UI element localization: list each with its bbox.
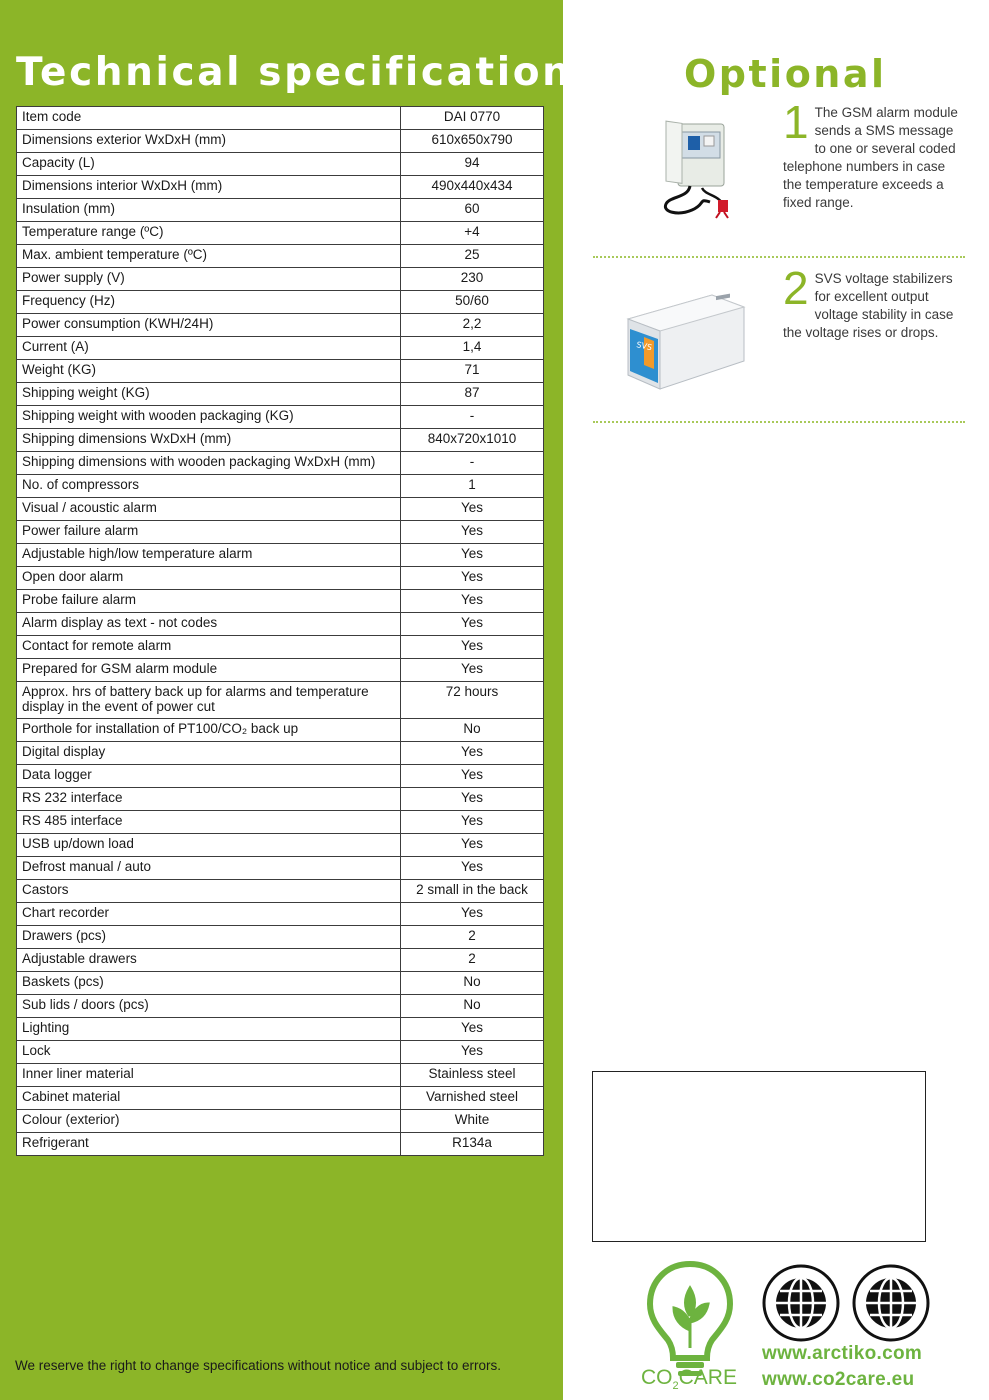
spec-value: Yes [401,544,544,567]
spec-row [17,834,544,857]
spec-row [17,949,544,972]
spec-label: Power failure alarm [17,521,401,544]
spec-value: Yes [401,742,544,765]
spec-value: DAI 0770 [401,107,544,130]
disclaimer: We reserve the right to change specifications without notice and subject to errors. [15,1358,502,1373]
spec-value: +4 [401,222,544,245]
spec-value: White [401,1110,544,1133]
spec-value: Yes [401,590,544,613]
spec-row [17,682,544,719]
spec-row [17,903,544,926]
spec-row [17,337,544,360]
spec-row [17,613,544,636]
spec-label: Cabinet material [17,1087,401,1110]
spec-value: - [401,452,544,475]
spec-value: Yes [401,659,544,682]
spec-row [17,130,544,153]
spec-label: Drawers (pcs) [17,926,401,949]
spec-label: Castors [17,880,401,903]
certification-seal-icon [762,1264,840,1342]
spec-row [17,544,544,567]
spec-value: No [401,719,544,742]
spec-value: Yes [401,567,544,590]
spec-label: Shipping dimensions WxDxH (mm) [17,429,401,452]
optional-item-svs [783,262,963,342]
spec-label: Refrigerant [17,1133,401,1156]
spec-label: Shipping weight with wooden packaging (KG) [17,406,401,429]
spec-value: 50/60 [401,291,544,314]
svg-text:SVS: SVS [635,340,653,353]
spec-row [17,176,544,199]
spec-label: Digital display [17,742,401,765]
spec-value: Yes [401,636,544,659]
optional-text-1: The GSM alarm module sends a SMS message to one or several coded telephone numbers in case the temperature exceeds a fixed range. [783,105,958,210]
spec-row [17,926,544,949]
spec-label: Sub lids / doors (pcs) [17,995,401,1018]
gsm-module-image [658,118,746,220]
optional-item-gsm [783,96,963,212]
spec-row [17,636,544,659]
spec-row [17,429,544,452]
spec-row [17,995,544,1018]
spec-label: Adjustable high/low temperature alarm [17,544,401,567]
spec-value: - [401,406,544,429]
spec-label: USB up/down load [17,834,401,857]
spec-label: Dimensions interior WxDxH (mm) [17,176,401,199]
page-title: Technical specifications [16,50,599,95]
spec-row [17,880,544,903]
spec-value: Yes [401,1041,544,1064]
spec-value: 490x440x434 [401,176,544,199]
optional-title: Optional [684,52,887,96]
spec-label: Max. ambient temperature (ºC) [17,245,401,268]
spec-row [17,590,544,613]
spec-row [17,1018,544,1041]
spec-value: Yes [401,857,544,880]
spec-row [17,107,544,130]
spec-label: Lock [17,1041,401,1064]
divider [593,256,965,258]
spec-label: Capacity (L) [17,153,401,176]
spec-value: 25 [401,245,544,268]
spec-label: Shipping weight (KG) [17,383,401,406]
spec-row [17,972,544,995]
spec-value: 94 [401,153,544,176]
svs-stabilizer-image [620,285,750,395]
spec-row [17,567,544,590]
spec-row [17,153,544,176]
spec-value: Yes [401,613,544,636]
co2care-wordmark: $CO_2CARE$ [641,1366,737,1393]
spec-label: Insulation (mm) [17,199,401,222]
spec-value: 1 [401,475,544,498]
spec-value: Varnished steel [401,1087,544,1110]
spec-value: Stainless steel [401,1064,544,1087]
spec-label: RS 485 interface [17,811,401,834]
spec-value: No [401,972,544,995]
website-link-co2care[interactable]: www.co2care.eu [762,1369,915,1390]
spec-value: 2 [401,926,544,949]
spec-row [17,765,544,788]
spec-value: 2 small in the back [401,880,544,903]
optional-text-2: SVS voltage stabilizers for excellent output voltage stability in case the voltage rises or drops. [783,271,954,340]
spec-value: R134a [401,1133,544,1156]
spec-row [17,222,544,245]
spec-value: 2 [401,949,544,972]
spec-row [17,360,544,383]
spec-label: Visual / acoustic alarm [17,498,401,521]
spec-value: Yes [401,498,544,521]
spec-value: 840x720x1010 [401,429,544,452]
spec-label: Chart recorder [17,903,401,926]
spec-row [17,199,544,222]
spec-label: Current (A) [17,337,401,360]
website-link-arctiko[interactable]: www.arctiko.com [762,1343,923,1364]
spec-value: No [401,995,544,1018]
spec-label: No. of compressors [17,475,401,498]
spec-label: Weight (KG) [17,360,401,383]
spec-row [17,498,544,521]
spec-value: 72 hours [401,682,544,719]
spec-label: Lighting [17,1018,401,1041]
empty-frame [592,1071,926,1242]
spec-label: Open door alarm [17,567,401,590]
spec-value: 610x650x790 [401,130,544,153]
spec-label: Power supply (V) [17,268,401,291]
spec-row [17,1133,544,1156]
spec-label: RS 232 interface [17,788,401,811]
spec-row [17,245,544,268]
spec-row [17,314,544,337]
spec-label: Contact for remote alarm [17,636,401,659]
spec-table [16,106,544,1156]
spec-row [17,475,544,498]
spec-label: Defrost manual / auto [17,857,401,880]
spec-label: Probe failure alarm [17,590,401,613]
spec-value: Yes [401,1018,544,1041]
divider [593,421,965,423]
spec-label: Inner liner material [17,1064,401,1087]
spec-label: Approx. hrs of battery back up for alarms and temperature display in the event of power cut [17,682,401,719]
spec-value: Yes [401,521,544,544]
spec-label: Colour (exterior) [17,1110,401,1133]
optional-number-2: 2 [783,262,809,314]
spec-row [17,1064,544,1087]
spec-row [17,788,544,811]
spec-value: Yes [401,834,544,857]
spec-value: Yes [401,765,544,788]
spec-label: Item code [17,107,401,130]
spec-value: 2,2 [401,314,544,337]
spec-row [17,1087,544,1110]
spec-row [17,719,544,742]
spec-label: Baskets (pcs) [17,972,401,995]
certification-seal-icon [852,1264,930,1342]
spec-value: 1,4 [401,337,544,360]
spec-row [17,406,544,429]
spec-row [17,291,544,314]
spec-value: Yes [401,788,544,811]
spec-label: Dimensions exterior WxDxH (mm) [17,130,401,153]
spec-value: 87 [401,383,544,406]
spec-value: Yes [401,903,544,926]
spec-row [17,857,544,880]
spec-row [17,1041,544,1064]
spec-label: Porthole for installation of PT100/CO₂ back up [17,719,401,742]
spec-row [17,383,544,406]
spec-label: Power consumption (KWH/24H) [17,314,401,337]
spec-row [17,452,544,475]
spec-row [17,268,544,291]
spec-value: Yes [401,811,544,834]
spec-label: Prepared for GSM alarm module [17,659,401,682]
spec-label: Shipping dimensions with wooden packaging WxDxH (mm) [17,452,401,475]
spec-label: Data logger [17,765,401,788]
spec-row [17,742,544,765]
spec-row [17,1110,544,1133]
spec-row [17,811,544,834]
spec-label: Frequency (Hz) [17,291,401,314]
spec-label: Alarm display as text - not codes [17,613,401,636]
spec-label: Temperature range (ºC) [17,222,401,245]
spec-row [17,521,544,544]
spec-value: 230 [401,268,544,291]
optional-number-1: 1 [783,96,809,148]
spec-label: Adjustable drawers [17,949,401,972]
spec-value: 71 [401,360,544,383]
spec-row [17,659,544,682]
spec-value: 60 [401,199,544,222]
